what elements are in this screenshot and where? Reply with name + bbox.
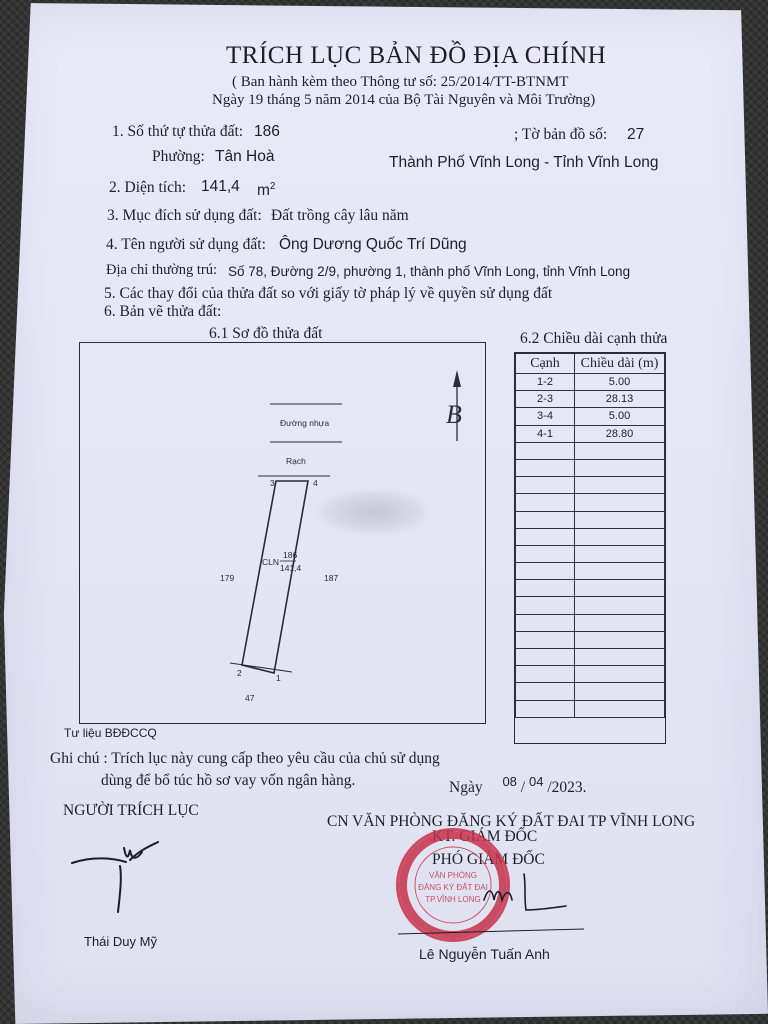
canal-label: Rạch — [286, 456, 306, 466]
extractor-title: NGƯỜI TRÍCH LỤC — [63, 802, 199, 819]
table-row-empty — [516, 683, 665, 700]
map-sheet-label: ; Tờ bản đồ số: — [514, 126, 608, 143]
map-sheet-number: 27 — [627, 126, 645, 143]
edge-lengths-table — [514, 352, 666, 744]
date-line: Ngày $^{08}$ / $^{04}$ /2023. — [449, 774, 587, 796]
left-neighbor: 179 — [220, 573, 235, 583]
date-year: 2023. — [551, 779, 587, 796]
table-row-empty — [516, 614, 665, 631]
note-line-2: dùng để bổ túc hồ sơ vay vốn ngân hàng. — [101, 772, 356, 789]
subtitle-line-1: ( Ban hành kèm theo Thông tư số: 25/2014/TT-BTNMT — [232, 74, 569, 90]
extractor-signature — [68, 838, 168, 918]
date-month: 04 — [528, 774, 544, 789]
city-value: Thành Phố Vĩnh Long - Tỉnh Vĩnh Long — [389, 154, 659, 171]
drawing-label: 6. Bản vẽ thửa đất: — [104, 303, 222, 320]
north-arrow-icon — [453, 370, 461, 387]
table-row: 3-4 5.00 — [516, 408, 665, 425]
redacted-area — [318, 490, 428, 534]
edges-heading: 6.2 Chiều dài cạnh thửa — [520, 330, 668, 347]
table-row-empty — [516, 666, 665, 683]
area-label: 2. Diện tích: — [109, 179, 187, 196]
address-label: Địa chỉ thường trú: — [106, 262, 217, 278]
bottom-neighbor: 47 — [245, 693, 255, 703]
extractor-name: Thái Duy Mỹ — [84, 934, 157, 949]
parcel-number: 186 — [254, 123, 280, 140]
ward-label: Phường: — [152, 148, 205, 165]
right-neighbor: 187 — [324, 573, 339, 583]
table-row-empty — [516, 511, 665, 528]
table-row: 4-1 28.80 — [516, 425, 665, 442]
table-row: 1-2 5.00 — [516, 374, 665, 391]
ward-value: Tân Hoà — [215, 148, 275, 165]
road-label: Đường nhựa — [280, 418, 330, 428]
table-row-empty — [516, 494, 665, 511]
area-value: 141,4 — [201, 178, 240, 195]
signature-underline — [398, 926, 588, 938]
parcel-number-label: 186 — [283, 550, 298, 560]
kt-director: KT. GIÁM ĐỐC — [432, 828, 538, 845]
table-row-empty — [516, 563, 665, 580]
header-length: Chiều dài (m) — [575, 354, 665, 374]
table-row: 2-3 28.13 — [516, 391, 665, 408]
parcel-boundary — [242, 481, 308, 673]
owner-value: Ông Dương Quốc Trí Dũng — [279, 236, 467, 253]
address-value: Số 78, Đường 2/9, phường 1, thành phố Vĩnh Long, tỉnh Vĩnh Long — [228, 264, 631, 279]
owner-label: 4. Tên người sử dụng đất: — [106, 236, 266, 253]
date-day: 08 — [502, 774, 517, 789]
stamp-line-3: TP.VĨNH LONG — [425, 895, 481, 904]
table-row-empty — [516, 597, 665, 614]
office-title: CN VĂN PHÒNG ĐĂNG KÝ ĐẤT ĐAI TP VĨNH LONG — [327, 813, 696, 830]
director-signature — [478, 866, 588, 916]
purpose-label: 3. Mục đích sử dụng đất: — [107, 207, 262, 224]
table-row-empty — [516, 580, 665, 597]
purpose-value: Đất trồng cây lâu năm — [271, 207, 409, 224]
plot-heading: 6.1 Sơ đồ thửa đất — [209, 325, 323, 342]
table-row-empty — [516, 459, 665, 476]
note-line-1: Ghi chú : Trích lục này cung cấp theo yêu cầu của chủ sử dụng — [50, 750, 440, 767]
stamp-line-1: VĂN PHÒNG — [428, 871, 477, 880]
changes-line: 5. Các thay đổi của thửa đất so với giấy tờ pháp lý về quyền sử dụng đất — [104, 285, 553, 302]
vertex-3: 3 — [270, 478, 275, 488]
table-row-empty — [516, 442, 665, 459]
deputy-director: PHÓ GIÁM ĐỐC — [432, 851, 545, 868]
table-row-empty — [516, 649, 665, 666]
parcel-number-label: 1. Số thứ tự thửa đất: — [112, 123, 244, 140]
header-edge: Cạnh — [516, 354, 575, 374]
stamp-line-2: ĐĂNG KÝ ĐẤT ĐAI — [418, 883, 488, 892]
subtitle-line-2: Ngày 19 tháng 5 năm 2014 của Bộ Tài Nguyên và Môi Trường) — [212, 92, 596, 108]
table-row-empty — [516, 477, 665, 494]
vertex-1: 1 — [276, 673, 281, 683]
parcel-area-label: 141,4 — [280, 563, 302, 573]
table-row-empty — [516, 631, 665, 648]
north-letter: B — [446, 400, 462, 429]
director-name: Lê Nguyễn Tuấn Anh — [419, 946, 550, 962]
table-row-empty — [516, 700, 665, 717]
table-row-empty — [516, 545, 665, 562]
document-title: TRÍCH LỤC BẢN ĐỒ ĐỊA CHÍNH — [226, 42, 607, 69]
area-unit: $m^2$ — [257, 181, 276, 200]
source-label: Tư liệu BĐĐCCQ — [64, 726, 157, 740]
vertex-4: 4 — [313, 478, 318, 488]
vertex-2: 2 — [237, 668, 242, 678]
land-type-label: CLN — [262, 557, 280, 567]
table-header-row — [516, 354, 665, 374]
table-row-empty — [516, 528, 665, 545]
